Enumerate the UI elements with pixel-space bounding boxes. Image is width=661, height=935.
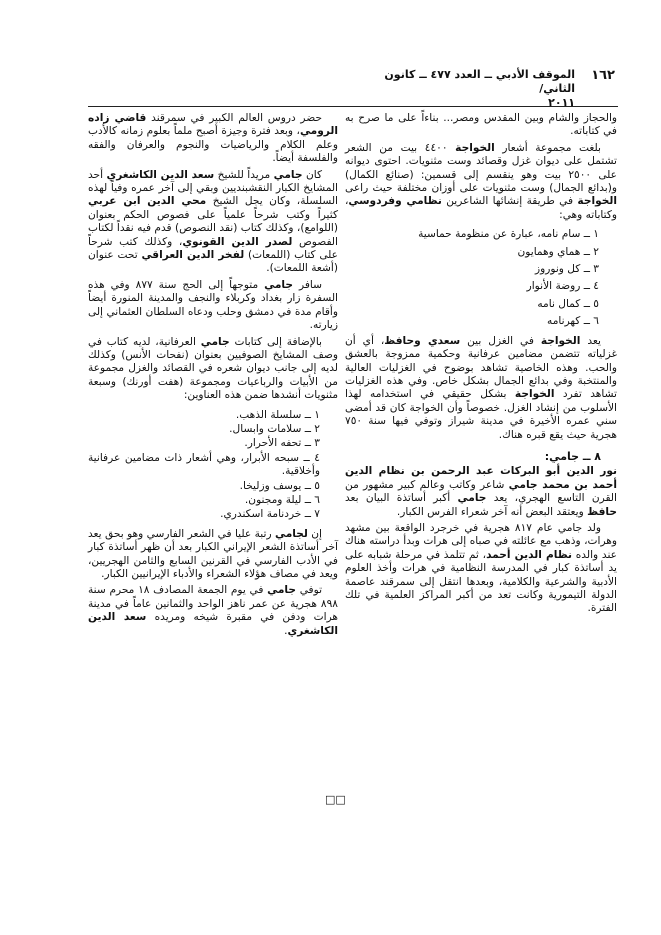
journal-line-1: الموقف الأدبي ــ العدد ٤٧٧ ــ كانون الثاني/	[384, 68, 575, 95]
right-column	[345, 112, 617, 619]
list-item: ٣ ــ تحفه الأحرار.	[244, 437, 320, 450]
list-item: ٦ ــ ليلة ومجنون.	[244, 493, 320, 506]
list-item: ٤ ــ روضة الأنوار	[526, 280, 599, 293]
list-item: ١ ــ سلسلة الذهب.	[235, 408, 320, 421]
list-item: ٥ ــ كمال نامه	[537, 297, 599, 310]
paragraph: ولد جامي عام ٨١٧ هجرية في خرجرد الواقعة بين مشهد وهرات، وذهب مع عائلته في صباه إلى هرات وبدأ دراسته هناك عند والده نظام الدين أحمد، ثم تتلمذ في مرحلة شبابه على يد أساتذة كبار في المدرسة النظامية في هرات وأخذ العلوم الأدبية والشرعية والكلامية، وبعدها انتقل إلى سمرقند عاصمة الدولة التيمورية وكانت تعد من أكبر المراكز العلمية في تلك الفترة.	[345, 521, 617, 615]
paragraph: حضر دروس العالم الكبير في سمرقند قاضي زاده الرومي، وبعد فترة وجيزة أصبح ملماً بعلوم زمانه كالأدب وعلم الكلام والرياضيات والنجوم والعرفان والفقه والفلسفة أيضاً.	[88, 112, 338, 165]
list-item: ٤ ــ سبحه الأبرار، وهي أشعار ذات مضامين عرفانية وأخلاقية.	[88, 451, 320, 478]
paragraph: نور الدين أبو البركات عبد الرحمن بن نظام الدين أحمد بن محمد جامي شاعر وكاتب وعالم كبير مشهور من القرن التاسع الهجري، يعد جامي أكبر أساتذة البيان بعد حافظ ويعتقد البعض أنه آخر شعراء الفرس الكبار.	[345, 465, 617, 518]
khwaju-works-list	[345, 228, 617, 328]
list-item: ١ ــ سام نامه، عبارة عن منظومة حماسية	[418, 228, 599, 241]
paragraph: كان جامي مريداً للشيخ سعد الدين الكاشغري أحد المشايخ الكبار النقشبنديين وبقي إلى آخر عمره وفياً لهذه السلسلة، وكان يجل الشيخ محي الدين ابن عربي كثيراً وكتب شرحاً علمياً على فصوص الحكم بعنوان (اللوامع)، وكذلك كتاب (نقد النصوص) قدم فيه نقداً لكتاب الفصوص لصدر الدين القونوي، وكذلك كتب شرحاً على كتاب (اللمعات) لفخر الدين العراقي تحت عنوان (أشعة اللمعات).	[88, 168, 338, 275]
list-item: ٣ ــ كل ونوروز	[535, 263, 599, 276]
end-mark-icon: □□	[325, 793, 346, 806]
list-item: ٦ ــ كهرنامه	[547, 315, 599, 328]
paragraph: إن لجامي رتبة عليا في الشعر الفارسي وهو بحق يعد آخر أساتذة الشعر الإيراني الكبار بعد أن ظهر أساتذة كبار في الأدب الفارسي في القرنين السابع والثامن الهجريين، ويعد في مصاف هؤلاء الشعراء والأدباء الإيرانيين الكبار.	[88, 527, 338, 580]
left-column	[88, 112, 338, 641]
journal-line-2: ٢٠١١	[548, 96, 575, 109]
list-item: ٧ ــ خردنامة اسكندري.	[220, 508, 320, 521]
section-heading: ٨ ــ جامي:	[544, 449, 601, 463]
paragraph: سافر جامي متوجهاً إلى الحج سنة ٨٧٧ وفي هذه السفرة زار بغداد وكربلاء والنجف والمدينة المنورة أيضاً وأقام مدة في دمشق وحلب ودعاه السلطان العثماني إلى زيارته.	[88, 278, 338, 332]
paragraph: توفي جامي في يوم الجمعة المصادف ١٨ محرم سنة ٨٩٨ هجرية عن عمر ناهز الواحد والثمانين عاماً في مدينة هرات ودفن في مقبرة شيخه ومريده سعد الدين الكاشغري.	[88, 584, 338, 637]
paragraph: بالإضافة إلى كتابات جامي العرفانية، لديه كتاب في وصف المشايخ الصوفيين بعنوان (نفحات الأنس) وكذلك لديه إلى جانب ديوان شعره في القصائد والغزل مجموعة من الأبيات والرباعيات ومجموعة (هفت أورنك) وسبعة مثنويات أنشدها ضمن هذه العناوين:	[88, 335, 338, 402]
journal-info	[350, 68, 575, 110]
jami-works-list	[88, 409, 338, 522]
paragraph: يعد الخواجة في الغزل بين سعدي وحافظ، أي أن غزلياته تتضمن مضامين عرفانية وحكمية ممزوجة بالعشق والحب. وهذه الخاصية تشاهد بوضوح في الغزليات العالية والمنتخبة وفي بدائع الجمال بشكل خاص. وفي هذه الغزليات تشاهد تفرد الخواجة بشكل حقيقي في استخدامه لهذا الأسلوب من إنشاد الغزل. خصوصاً وأن الخواجة كان قد أمضى سني عمره الأخيرة في مدينة شيراز وتوفي فيها سنة ٧٥٠ هجرية حيث يقع قبره هناك.	[345, 334, 617, 441]
header-rule	[88, 106, 618, 107]
paragraph: بلغت مجموعة أشعار الخواجة ٤٤٠٠ بيت من الشعر تشتمل على ديوان غزل وقصائد وست مثنويات. احتوى ديوانه على ٢٥٠٠ بيت وهو ينقسم إلى قسمين: (صنائع الكمال) و(بدائع الجمال) وست مثنويات على أوزان مختلفة حيث راعى الخواجة في طريقة إنشائها الشاعرين نظامي وفردوسي، وكتاباته وهي:	[345, 141, 617, 221]
list-item: ٥ ــ يوسف وزليخا.	[239, 479, 320, 492]
list-item: ٢ ــ سلامات وابسال.	[229, 422, 320, 435]
page-header	[350, 68, 615, 109]
page-number: ١٦٢	[591, 68, 615, 83]
list-item: ٢ ــ هماي وهمايون	[517, 245, 599, 258]
paragraph: والحجاز والشام وبين المقدس ومصر... بناءاً على ما صرح به في كتاباته.	[345, 112, 617, 138]
